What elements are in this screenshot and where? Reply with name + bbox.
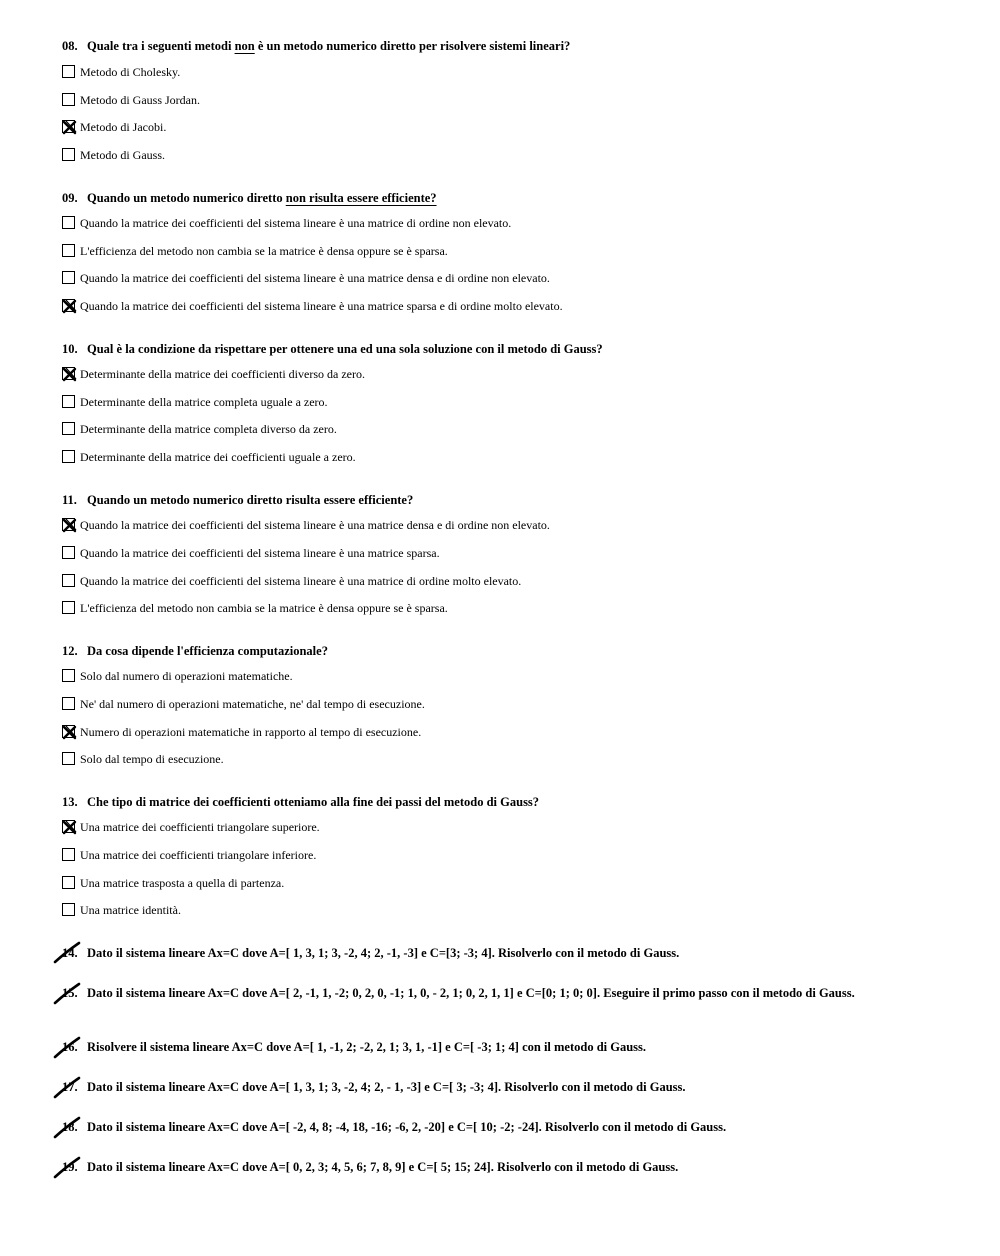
option-label: Determinante della matrice dei coefficienti uguale a zero. <box>80 450 356 464</box>
check-x-icon <box>61 119 78 136</box>
option-label: L'efficienza del metodo non cambia se la matrice è densa oppure se è sparsa. <box>80 601 448 615</box>
exercise-text: Dato il sistema lineare Ax=C dove A=[ 1, 3, 1; 3, -2, 4; 2, -1, -3] e C=[3; -3; 4]. Risolverlo con il metodo di Gauss. <box>87 946 680 960</box>
checkbox-checked[interactable] <box>62 367 75 380</box>
option-label: Una matrice trasposta a quella di partenza. <box>80 876 285 890</box>
checkbox[interactable] <box>62 574 75 587</box>
checkbox[interactable] <box>62 848 75 861</box>
slash-mark-icon <box>52 940 82 966</box>
option-label: Metodo di Gauss Jordan. <box>80 93 200 107</box>
checkbox[interactable] <box>62 271 75 284</box>
exercise-number: 14. <box>62 946 78 960</box>
exercise-number: 19. <box>62 1160 78 1174</box>
check-x-icon <box>61 819 78 836</box>
exercise-number: 18. <box>62 1120 78 1134</box>
option-label: Una matrice identità. <box>80 903 181 917</box>
exercise-item <box>62 1119 726 1135</box>
question-text: Quale tra i seguenti metodi <box>87 39 235 53</box>
slash-mark-icon <box>52 981 82 1007</box>
exercise-item <box>62 945 679 961</box>
checkbox[interactable] <box>62 601 75 614</box>
option-label: Quando la matrice dei coefficienti del sistema lineare è una matrice densa e di ordine non elevato. <box>80 518 550 532</box>
option-label: Solo dal tempo di esecuzione. <box>80 752 224 766</box>
checkbox[interactable] <box>62 65 75 78</box>
check-x-icon <box>61 298 78 315</box>
option-label: Quando la matrice dei coefficienti del sistema lineare è una matrice sparsa. <box>80 546 440 560</box>
option-label: Ne' dal numero di operazioni matematiche, ne' dal tempo di esecuzione. <box>80 697 425 711</box>
question-number: 08. <box>62 39 78 53</box>
question-title <box>62 190 437 206</box>
checkbox[interactable] <box>62 669 75 682</box>
question-text: Quando un metodo numerico diretto <box>87 191 286 205</box>
option-label: Determinante della matrice completa diverso da zero. <box>80 422 337 436</box>
checkbox-checked[interactable] <box>62 299 75 312</box>
exercise-item <box>62 985 855 1001</box>
checkbox[interactable] <box>62 244 75 257</box>
checkbox[interactable] <box>62 903 75 916</box>
slash-mark-icon <box>52 1075 82 1101</box>
checkbox[interactable] <box>62 216 75 229</box>
exercise-text: Dato il sistema lineare Ax=C dove A=[ 2, -1, 1, -2; 0, 2, 0, -1; 1, 0, - 2, 1; 0, 2, 1, 1] e C=[0; 1; 0; 0]. Eseguire il primo passo con il metodo di Gauss. <box>87 986 855 1000</box>
question-text: è un metodo numerico diretto per risolvere sistemi lineari? <box>254 39 571 53</box>
exercise-number: 15. <box>62 986 78 1000</box>
question-number: 09. <box>62 191 78 205</box>
question-text: Qual è la condizione da rispettare per ottenere una ed una sola soluzione con il metodo di Gauss? <box>87 342 603 356</box>
question-title <box>62 794 539 810</box>
option-label: Una matrice dei coefficienti triangolare superiore. <box>80 820 320 834</box>
question-title <box>62 341 603 357</box>
question-text-underlined: non risulta essere efficiente? <box>285 191 437 205</box>
question-title <box>62 492 413 508</box>
option-label: Metodo di Cholesky. <box>80 65 181 79</box>
question-number: 13. <box>62 795 78 809</box>
question-text-underlined: non <box>234 39 255 53</box>
exercise-number: 16. <box>62 1040 78 1054</box>
option-label: Quando la matrice dei coefficienti del sistema lineare è una matrice densa e di ordine non elevato. <box>80 271 550 285</box>
question-title <box>62 643 328 659</box>
checkbox[interactable] <box>62 93 75 106</box>
checkbox-checked[interactable] <box>62 518 75 531</box>
option-label: Quando la matrice dei coefficienti del sistema lineare è una matrice sparsa e di ordine molto elevato. <box>80 299 563 313</box>
check-x-icon <box>61 366 78 383</box>
option-label: Quando la matrice dei coefficienti del sistema lineare è una matrice di ordine molto elevato. <box>80 574 522 588</box>
check-x-icon <box>61 517 78 534</box>
exercise-text: Dato il sistema lineare Ax=C dove A=[ -2, 4, 8; -4, 18, -16; -6, 2, -20] e C=[ 10; -2; -24]. Risolverlo con il metodo di Gauss. <box>87 1120 727 1134</box>
exercise-item <box>62 1039 646 1055</box>
checkbox[interactable] <box>62 395 75 408</box>
checkbox-checked[interactable] <box>62 820 75 833</box>
option-label: Quando la matrice dei coefficienti del sistema lineare è una matrice di ordine non elevato. <box>80 216 512 230</box>
question-number: 12. <box>62 644 78 658</box>
checkbox[interactable] <box>62 876 75 889</box>
question-text: Da cosa dipende l'efficienza computazionale? <box>87 644 328 658</box>
exercise-item <box>62 1159 678 1175</box>
option-label: Una matrice dei coefficienti triangolare inferiore. <box>80 848 317 862</box>
question-text: Quando un metodo numerico diretto risulta essere efficiente? <box>87 493 414 507</box>
option-label: Determinante della matrice completa uguale a zero. <box>80 395 328 409</box>
checkbox-checked[interactable] <box>62 725 75 738</box>
checkbox[interactable] <box>62 697 75 710</box>
checkbox-checked[interactable] <box>62 120 75 133</box>
exercise-item <box>62 1079 686 1095</box>
checkbox[interactable] <box>62 148 75 161</box>
checkbox[interactable] <box>62 546 75 559</box>
checkbox[interactable] <box>62 752 75 765</box>
checkbox[interactable] <box>62 422 75 435</box>
option-label: Metodo di Jacobi. <box>80 120 167 134</box>
option-label: Solo dal numero di operazioni matematiche. <box>80 669 293 683</box>
exercise-number: 17. <box>62 1080 78 1094</box>
question-number: 10. <box>62 342 78 356</box>
option-label: Determinante della matrice dei coefficienti diverso da zero. <box>80 367 365 381</box>
question-title <box>62 38 570 54</box>
exercise-text: Risolvere il sistema lineare Ax=C dove A=[ 1, -1, 2; -2, 2, 1; 3, 1, -1] e C=[ -3; 1; 4] con il metodo di Gauss. <box>87 1040 647 1054</box>
option-label: L'efficienza del metodo non cambia se la matrice è densa oppure se è sparsa. <box>80 244 448 258</box>
question-number: 11. <box>62 493 77 507</box>
option-label: Metodo di Gauss. <box>80 148 165 162</box>
question-text: Che tipo di matrice dei coefficienti otteniamo alla fine dei passi del metodo di Gauss? <box>87 795 540 809</box>
exercise-text: Dato il sistema lineare Ax=C dove A=[ 0, 2, 3; 4, 5, 6; 7, 8, 9] e C=[ 5; 15; 24]. Risolverlo con il metodo di Gauss. <box>87 1160 679 1174</box>
slash-mark-icon <box>52 1155 82 1181</box>
check-x-icon <box>61 724 78 741</box>
slash-mark-icon <box>52 1035 82 1061</box>
option-label: Numero di operazioni matematiche in rapporto al tempo di esecuzione. <box>80 725 422 739</box>
exercise-text: Dato il sistema lineare Ax=C dove A=[ 1, 3, 1; 3, -2, 4; 2, - 1, -3] e C=[ 3; -3; 4]. Risolverlo con il metodo di Gauss. <box>87 1080 686 1094</box>
slash-mark-icon <box>52 1115 82 1141</box>
checkbox[interactable] <box>62 450 75 463</box>
